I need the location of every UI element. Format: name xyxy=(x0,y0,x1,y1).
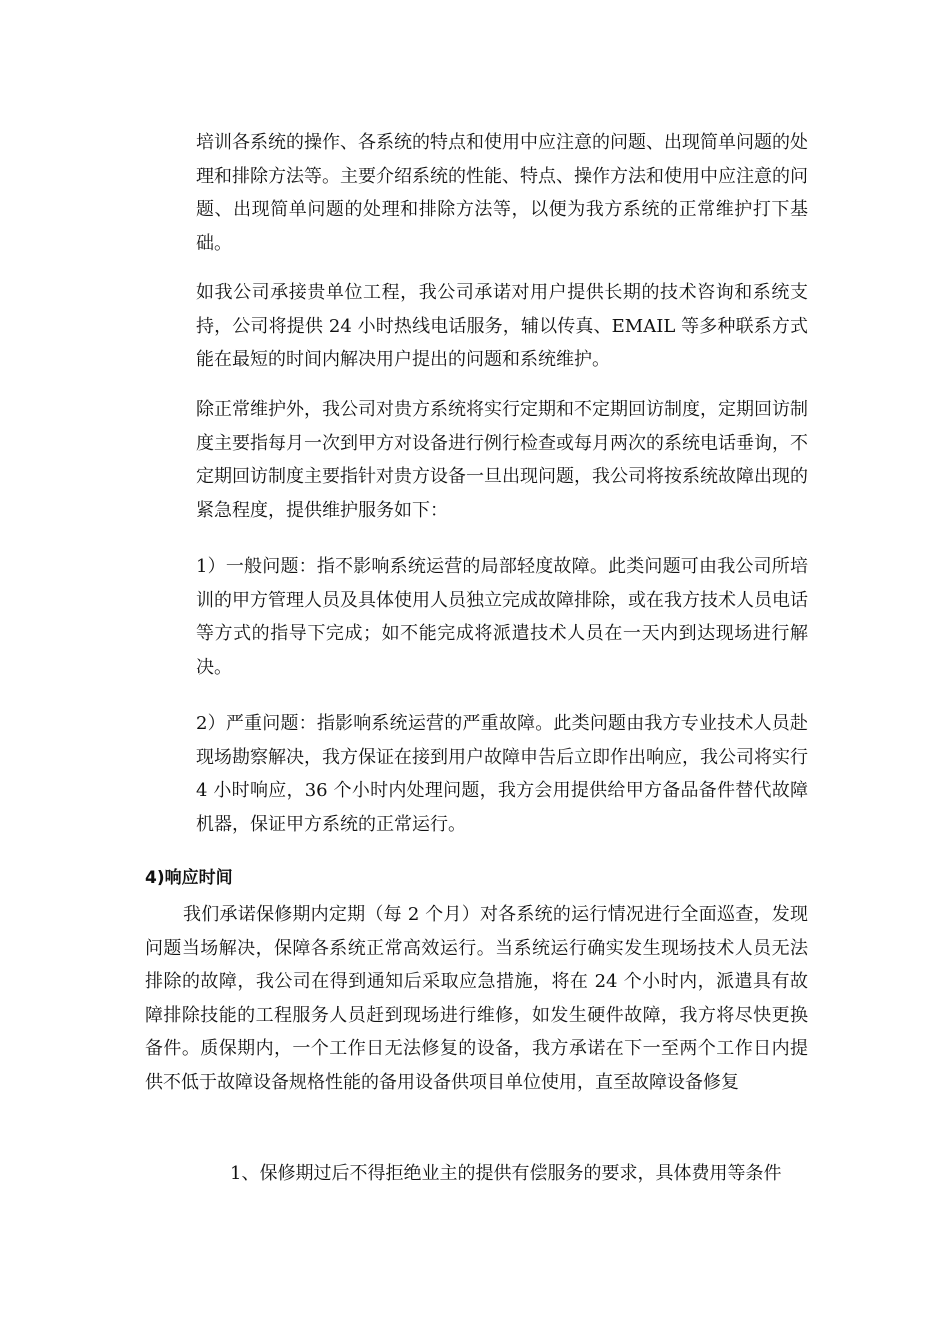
paragraph-support-commitment: 如我公司承接贵单位工程，我公司承诺对用户提供长期的技术咨询和系统支持，公司将提供 24 小时热线电话服务，辅以传真、EMAIL 等多种联系方式能在最短的时间内解决用户提出的问题和系统维护。 xyxy=(196,282,808,370)
paragraph-return-visit: 除正常维护外，我公司对贵方系统将实行定期和不定期回访制度，定期回访制度主要指每月一次到甲方对设备进行例行检查或每月两次的系统电话垂询，不定期回访制度主要指针对贵方设备一旦出现问题，我公司将按系统故障出现的紧急程度，提供维护服务如下： xyxy=(196,399,808,521)
paragraph-after-warranty: 1、保修期过后不得拒绝业主的提供有偿服务的要求，具体费用等条件 xyxy=(230,1163,782,1184)
paragraph-serious-problem: 2）严重问题：指影响系统运营的严重故障。此类问题由我方专业技术人员赴现场勘察解决，我方保证在接到用户故障申告后立即作出响应，我公司将实行 4 小时响应，36 个小时内处理问题，我方会用提供给甲方备品备件替代故障机器，保证甲方系统的正常运行。 xyxy=(196,713,808,835)
paragraph-general-problem: 1）一般问题：指不影响系统运营的局部轻度故障。此类问题可由我公司所培训的甲方管理人员及具体使用人员独立完成故障排除，或在我方技术人员电话等方式的指导下完成；如不能完成将派遣技术人员在一天内到达现场进行解决。 xyxy=(196,556,808,678)
section-heading-response-time: 4)响应时间 xyxy=(145,868,233,888)
paragraph-response-commitment: 我们承诺保修期内定期（每 2 个月）对各系统的运行情况进行全面巡查，发现问题当场解决，保障各系统正常高效运行。当系统运行确实发生现场技术人员无法排除的故障，我公司在得到通知后采取应急措施，将在 24 个小时内，派遣具有故障排除技能的工程服务人员赶到现场进行维修，如发生硬件故障，我方将尽快更换备件。质保期内，一个工作日无法修复的设备，我方承诺在下一至两个工作日内提供不低于故障设备规格性能的备用设备供项目单位使用，直至故障设备修复 xyxy=(145,904,808,1093)
paragraph-training: 培训各系统的操作、各系统的特点和使用中应注意的问题、出现简单问题的处理和排除方法等。主要介绍系统的性能、特点、操作方法和使用中应注意的问题、出现简单问题的处理和排除方法等，以便为我方系统的正常维护打下基础。 xyxy=(196,132,808,254)
